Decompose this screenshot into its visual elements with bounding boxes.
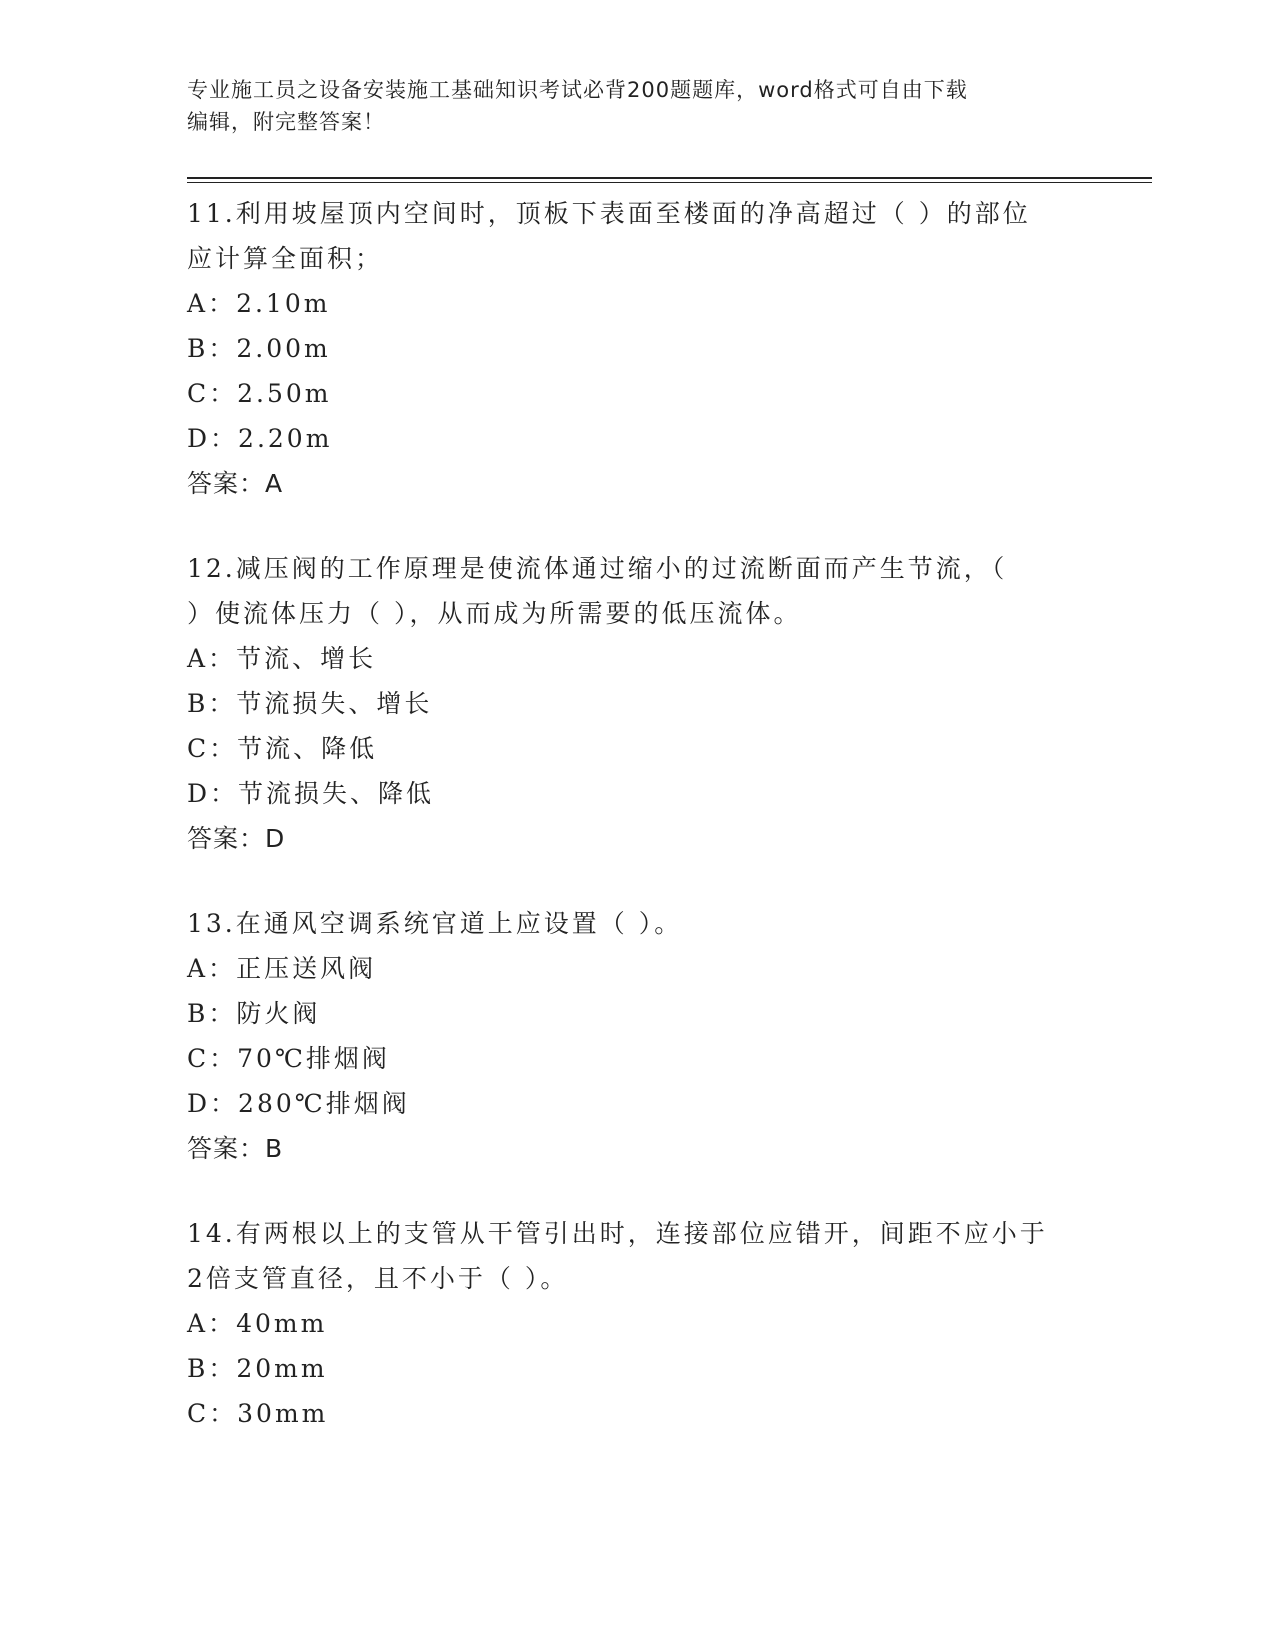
option-a	[187, 946, 1087, 991]
option-text: 30mm	[237, 1399, 329, 1428]
option-label: A：	[187, 644, 237, 673]
option-label: D：	[187, 424, 239, 453]
option-text: 40mm	[236, 1309, 328, 1338]
option-text: 20mm	[236, 1354, 328, 1383]
option-label: A：	[187, 1309, 237, 1338]
option-label: D：	[187, 1089, 239, 1118]
document-header	[187, 74, 1067, 138]
option-text: 节流损失、增长	[236, 689, 433, 718]
option-d	[187, 771, 1087, 816]
question-text-line: 应计算全面积；	[187, 244, 384, 273]
question-text-line: 14.有两根以上的支管从干管引出时，连接部位应错开，间距不应小于	[187, 1219, 1048, 1248]
option-d	[187, 416, 1087, 461]
option-label: C：	[187, 734, 238, 763]
option-text: 正压送风阀	[236, 954, 377, 983]
option-text: 节流、增长	[236, 644, 377, 673]
question-text-line: ）使流体压力（ ），从而成为所需要的低压流体。	[187, 599, 802, 628]
option-label: C：	[187, 379, 238, 408]
option-b	[187, 681, 1087, 726]
option-text: 70℃排烟阀	[237, 1044, 390, 1073]
option-label: D：	[187, 779, 239, 808]
option-label: B：	[187, 1354, 237, 1383]
question-text-line: 12.减压阀的工作原理是使流体通过缩小的过流断面而产生节流，（	[187, 554, 1008, 583]
option-c	[187, 1036, 1087, 1081]
option-text: 2.10m	[236, 289, 331, 318]
question-text-line: 2倍支管直径，且不小于（ ）。	[187, 1264, 569, 1293]
option-label: B：	[187, 689, 237, 718]
question-text-line: 13.在通风空调系统官道上应设置（ ）。	[187, 909, 683, 938]
option-text: 节流、降低	[237, 734, 378, 763]
option-text: 2.00m	[236, 334, 331, 363]
question-13	[187, 900, 1087, 1171]
question-text	[187, 1210, 1087, 1301]
option-c	[187, 1391, 1087, 1436]
answer: 答案：A	[187, 469, 284, 498]
option-c	[187, 371, 1087, 416]
option-label: C：	[187, 1399, 238, 1428]
question-text	[187, 900, 1087, 946]
option-text: 2.50m	[237, 379, 332, 408]
option-label: B：	[187, 334, 237, 363]
option-b	[187, 326, 1087, 371]
questions-list	[187, 190, 1087, 1475]
answer: 答案：D	[187, 824, 286, 853]
question-14	[187, 1210, 1087, 1436]
option-a	[187, 1301, 1087, 1346]
option-a	[187, 281, 1087, 326]
header-line-1: 专业施工员之设备安装施工基础知识考试必背200题题库，word格式可自由下载	[187, 78, 968, 102]
answer: 答案：B	[187, 1134, 284, 1163]
question-text	[187, 545, 1087, 636]
option-b	[187, 1346, 1087, 1391]
option-text: 280℃排烟阀	[238, 1089, 410, 1118]
question-12	[187, 545, 1087, 861]
option-label: A：	[187, 289, 237, 318]
header-line-2: 编辑，附完整答案！	[187, 110, 385, 134]
option-label: B：	[187, 999, 237, 1028]
option-label: A：	[187, 954, 237, 983]
option-c	[187, 726, 1087, 771]
header-divider-thin	[187, 182, 1152, 183]
option-text: 防火阀	[236, 999, 321, 1028]
question-11	[187, 190, 1087, 506]
option-d	[187, 1081, 1087, 1126]
option-text: 节流损失、降低	[238, 779, 435, 808]
option-b	[187, 991, 1087, 1036]
option-text: 2.20m	[238, 424, 333, 453]
question-text	[187, 190, 1087, 281]
option-a	[187, 636, 1087, 681]
option-label: C：	[187, 1044, 238, 1073]
question-text-line: 11.利用坡屋顶内空间时，顶板下表面至楼面的净高超过（ ）的部位	[187, 199, 1031, 228]
header-divider-thick	[187, 177, 1152, 179]
